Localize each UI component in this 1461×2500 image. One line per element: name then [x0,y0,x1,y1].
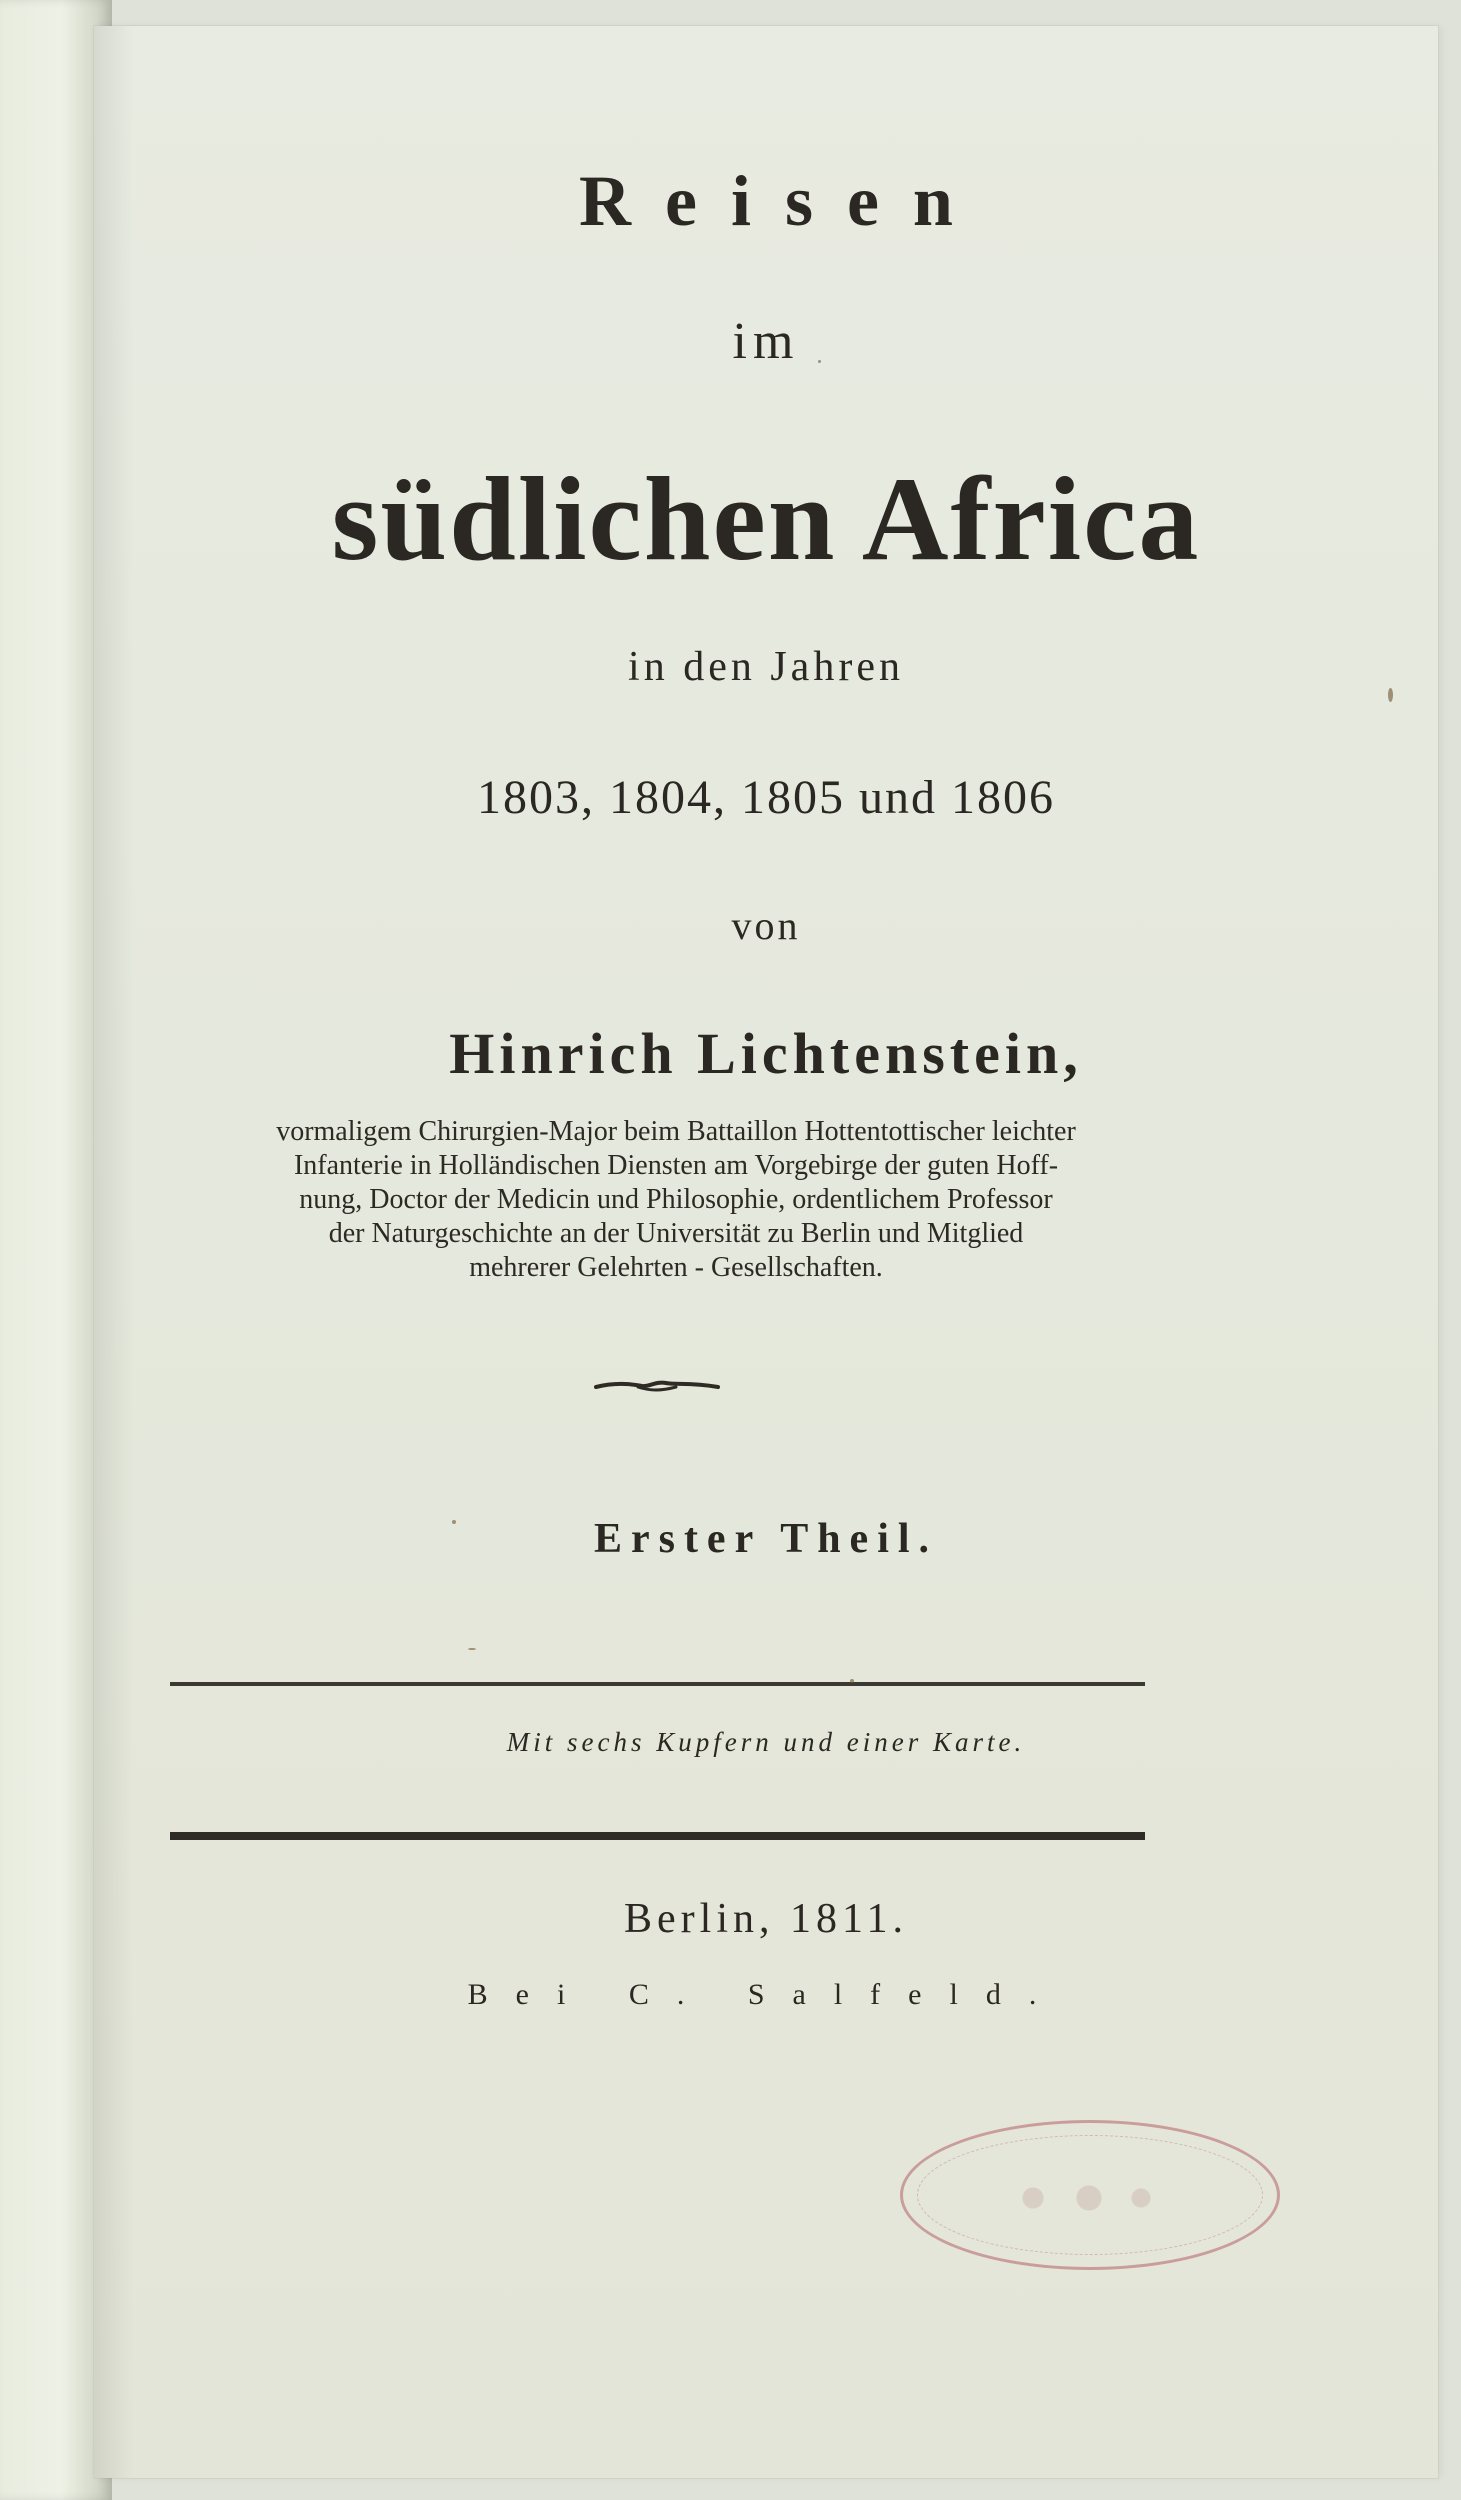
library-stamp [900,2120,1280,2270]
imprint-publisher: Bei C. Salfeld. [467,1978,1065,2011]
description-line-2: Infanterie in Holländischen Diensten am Vorgebirge der guten Hoff- [293,1150,1059,1181]
description-line-1: vormaligem Chirurgien-Major beim Battaillon Hottentottischer leichter [276,1116,1076,1147]
bottom-horizontal-rule [170,1832,1145,1840]
stamp-inner-mark [993,2158,1193,2238]
author-description [176,1115,1176,1285]
paper-speck [818,360,821,363]
paper-speck [1388,688,1393,702]
title-line-im: im [732,313,800,370]
top-horizontal-rule [170,1682,1145,1686]
plates-note: Mit sechs Kupfern und einer Karte. [506,1727,1026,1757]
part-label: Erster Theil. [593,1516,939,1562]
paper-speck [452,1520,456,1524]
title-line-jahren: in den Jahren [628,644,904,690]
ornamental-divider [594,1378,720,1396]
page-gutter-shadow [94,26,134,2478]
title-line-years: 1803, 1804, 1805 und 1806 [477,771,1055,824]
title-line-von: von [731,903,801,948]
paper-speck [468,1648,476,1650]
title-line-reisen: Reisen [579,161,987,241]
title-line-africa: südlichen Africa [331,452,1201,585]
author-name: Hinrich Lichtenstein, [449,1021,1083,1086]
description-line-4: der Naturgeschichte an der Universität zu Berlin und Mitglied [328,1218,1024,1249]
description-line-3: nung, Doctor der Medicin und Philosophie, ordentlichem Professor [299,1184,1053,1215]
imprint-place-year: Berlin, 1811. [624,1896,908,1942]
paper-speck [850,1679,854,1683]
description-line-5: mehrerer Gelehrten - Gesellschaften. [469,1252,883,1283]
